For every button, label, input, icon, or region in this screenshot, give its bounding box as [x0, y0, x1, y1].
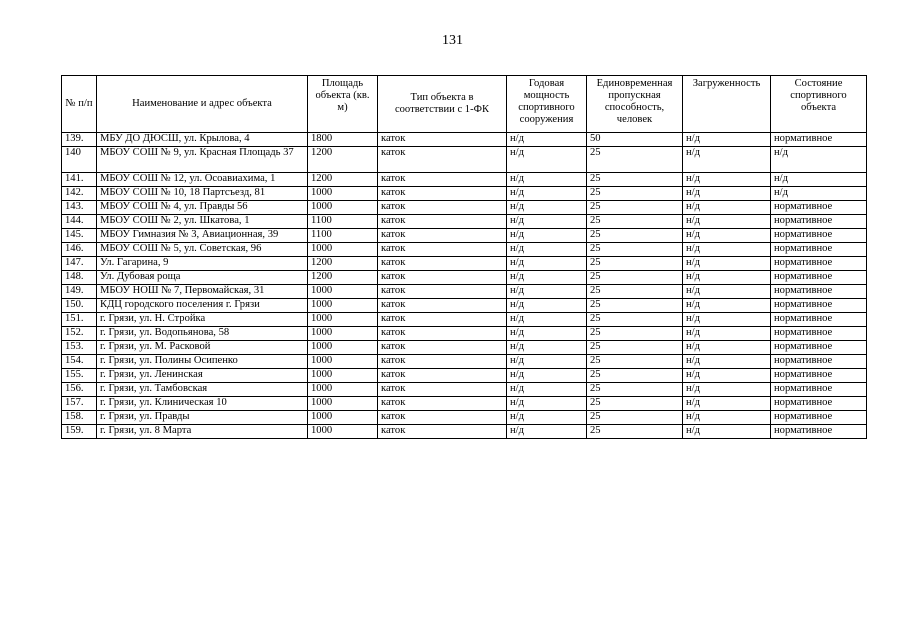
cell-throughput: 25 [587, 383, 683, 397]
cell-annual-capacity: н/д [507, 425, 587, 439]
cell-annual-capacity: н/д [507, 313, 587, 327]
cell-object-type: каток [378, 397, 507, 411]
table-row [62, 369, 867, 383]
cell-condition: нормативное [771, 313, 867, 327]
cell-load: н/д [683, 271, 771, 285]
cell-area: 1000 [308, 341, 378, 355]
cell-load: н/д [683, 383, 771, 397]
table-row [62, 201, 867, 215]
sports-facilities-table [61, 75, 867, 439]
cell-load: н/д [683, 369, 771, 383]
cell-object-type: каток [378, 257, 507, 271]
cell-row-number: 153. [62, 341, 97, 355]
cell-object-type: каток [378, 341, 507, 355]
cell-area: 1000 [308, 383, 378, 397]
cell-area: 1800 [308, 133, 378, 147]
cell-condition: нормативное [771, 383, 867, 397]
cell-throughput: 25 [587, 341, 683, 355]
cell-row-number: 143. [62, 201, 97, 215]
cell-annual-capacity: н/д [507, 257, 587, 271]
cell-row-number: 148. [62, 271, 97, 285]
cell-object-type: каток [378, 201, 507, 215]
cell-throughput: 25 [587, 215, 683, 229]
cell-facility-name-address: г. Грязи, ул. Водопьянова, 58 [97, 327, 308, 341]
cell-throughput: 25 [587, 257, 683, 271]
cell-object-type: каток [378, 229, 507, 243]
column-header-area: Площадь объекта (кв. м) [308, 76, 378, 133]
cell-row-number: 158. [62, 411, 97, 425]
cell-row-number: 156. [62, 383, 97, 397]
cell-area: 1000 [308, 327, 378, 341]
cell-row-number: 150. [62, 299, 97, 313]
cell-facility-name-address: МБОУ СОШ № 9, ул. Красная Площадь 37 [97, 147, 308, 173]
cell-facility-name-address: МБОУ СОШ № 4, ул. Правды 56 [97, 201, 308, 215]
cell-throughput: 25 [587, 369, 683, 383]
cell-annual-capacity: н/д [507, 341, 587, 355]
cell-object-type: каток [378, 369, 507, 383]
cell-annual-capacity: н/д [507, 397, 587, 411]
page-number: 131 [442, 33, 463, 48]
cell-row-number: 139. [62, 133, 97, 147]
cell-annual-capacity: н/д [507, 215, 587, 229]
column-header-condition: Состояние спортивного объекта [771, 76, 867, 133]
cell-area: 1200 [308, 271, 378, 285]
column-header-load: Загруженность [683, 76, 771, 133]
table-row [62, 341, 867, 355]
cell-facility-name-address: МБУ ДО ДЮСШ, ул. Крылова, 4 [97, 133, 308, 147]
cell-object-type: каток [378, 411, 507, 425]
table-row [62, 299, 867, 313]
cell-area: 1000 [308, 243, 378, 257]
table-row [62, 229, 867, 243]
cell-condition: нормативное [771, 285, 867, 299]
cell-condition: н/д [771, 173, 867, 187]
cell-condition: нормативное [771, 397, 867, 411]
cell-load: н/д [683, 147, 771, 173]
cell-facility-name-address: МБОУ НОШ № 7, Первомайская, 31 [97, 285, 308, 299]
cell-area: 1000 [308, 313, 378, 327]
cell-throughput: 25 [587, 187, 683, 201]
cell-area: 1200 [308, 257, 378, 271]
cell-throughput: 25 [587, 201, 683, 215]
cell-area: 1200 [308, 147, 378, 173]
cell-object-type: каток [378, 133, 507, 147]
cell-row-number: 159. [62, 425, 97, 439]
table-row [62, 383, 867, 397]
cell-annual-capacity: н/д [507, 411, 587, 425]
cell-object-type: каток [378, 285, 507, 299]
cell-area: 1000 [308, 285, 378, 299]
cell-condition: нормативное [771, 271, 867, 285]
cell-load: н/д [683, 313, 771, 327]
cell-load: н/д [683, 133, 771, 147]
cell-area: 1000 [308, 369, 378, 383]
cell-annual-capacity: н/д [507, 173, 587, 187]
cell-row-number: 147. [62, 257, 97, 271]
cell-facility-name-address: Ул. Гагарина, 9 [97, 257, 308, 271]
cell-annual-capacity: н/д [507, 285, 587, 299]
cell-throughput: 25 [587, 229, 683, 243]
cell-load: н/д [683, 173, 771, 187]
cell-annual-capacity: н/д [507, 187, 587, 201]
cell-load: н/д [683, 425, 771, 439]
cell-condition: н/д [771, 187, 867, 201]
cell-condition: нормативное [771, 425, 867, 439]
cell-throughput: 25 [587, 397, 683, 411]
table-row [62, 147, 867, 173]
cell-load: н/д [683, 341, 771, 355]
cell-annual-capacity: н/д [507, 355, 587, 369]
table-row [62, 327, 867, 341]
cell-row-number: 145. [62, 229, 97, 243]
cell-area: 1000 [308, 411, 378, 425]
table-row [62, 271, 867, 285]
cell-condition: нормативное [771, 229, 867, 243]
table-row [62, 215, 867, 229]
cell-facility-name-address: г. Грязи, ул. Тамбовская [97, 383, 308, 397]
cell-throughput: 25 [587, 243, 683, 257]
table-row [62, 187, 867, 201]
cell-load: н/д [683, 355, 771, 369]
cell-object-type: каток [378, 313, 507, 327]
cell-load: н/д [683, 201, 771, 215]
table-row [62, 243, 867, 257]
cell-facility-name-address: МБОУ СОШ № 5, ул. Советская, 96 [97, 243, 308, 257]
cell-annual-capacity: н/д [507, 147, 587, 173]
cell-load: н/д [683, 299, 771, 313]
cell-area: 1100 [308, 215, 378, 229]
cell-facility-name-address: г. Грязи, ул. Правды [97, 411, 308, 425]
cell-throughput: 25 [587, 299, 683, 313]
table-row [62, 355, 867, 369]
cell-load: н/д [683, 215, 771, 229]
column-header-throughput: Единовременная пропускная способность, человек [587, 76, 683, 133]
cell-condition: нормативное [771, 299, 867, 313]
cell-area: 1000 [308, 201, 378, 215]
cell-row-number: 146. [62, 243, 97, 257]
cell-condition: нормативное [771, 327, 867, 341]
cell-condition: нормативное [771, 411, 867, 425]
cell-condition: нормативное [771, 369, 867, 383]
cell-annual-capacity: н/д [507, 327, 587, 341]
column-header-object-type: Тип объекта в соответствии с 1-ФК [378, 76, 507, 133]
cell-area: 1000 [308, 187, 378, 201]
cell-facility-name-address: КДЦ городского поселения г. Грязи [97, 299, 308, 313]
cell-annual-capacity: н/д [507, 383, 587, 397]
cell-facility-name-address: МБОУ СОШ № 12, ул. Осоавиахима, 1 [97, 173, 308, 187]
cell-area: 1000 [308, 425, 378, 439]
cell-object-type: каток [378, 147, 507, 173]
cell-annual-capacity: н/д [507, 243, 587, 257]
cell-row-number: 149. [62, 285, 97, 299]
column-header-name-address: Наименование и адрес объекта [97, 76, 308, 133]
cell-annual-capacity: н/д [507, 229, 587, 243]
cell-area: 1000 [308, 299, 378, 313]
cell-load: н/д [683, 187, 771, 201]
cell-row-number: 154. [62, 355, 97, 369]
cell-object-type: каток [378, 215, 507, 229]
cell-condition: н/д [771, 147, 867, 173]
table-row [62, 133, 867, 147]
cell-load: н/д [683, 257, 771, 271]
cell-throughput: 25 [587, 327, 683, 341]
cell-condition: нормативное [771, 215, 867, 229]
table-body [62, 133, 867, 439]
cell-facility-name-address: г. Грязи, ул. Полины Осипенко [97, 355, 308, 369]
cell-annual-capacity: н/д [507, 133, 587, 147]
cell-facility-name-address: МБОУ СОШ № 10, 18 Партсъезд, 81 [97, 187, 308, 201]
table-row [62, 173, 867, 187]
cell-facility-name-address: г. Грязи, ул. Ленинская [97, 369, 308, 383]
cell-object-type: каток [378, 243, 507, 257]
cell-facility-name-address: г. Грязи, ул. Н. Стройка [97, 313, 308, 327]
cell-annual-capacity: н/д [507, 299, 587, 313]
cell-area: 1000 [308, 355, 378, 369]
table-row [62, 397, 867, 411]
cell-facility-name-address: МБОУ Гимназия № 3, Авиационная, 39 [97, 229, 308, 243]
cell-facility-name-address: МБОУ СОШ № 2, ул. Шкатова, 1 [97, 215, 308, 229]
cell-condition: нормативное [771, 133, 867, 147]
cell-row-number: 157. [62, 397, 97, 411]
cell-row-number: 151. [62, 313, 97, 327]
table-row [62, 425, 867, 439]
cell-load: н/д [683, 285, 771, 299]
column-header-number: № п/п [62, 76, 97, 133]
cell-object-type: каток [378, 187, 507, 201]
cell-row-number: 142. [62, 187, 97, 201]
cell-area: 1000 [308, 397, 378, 411]
cell-throughput: 25 [587, 147, 683, 173]
cell-throughput: 25 [587, 173, 683, 187]
cell-throughput: 25 [587, 285, 683, 299]
table-row [62, 313, 867, 327]
table-header-row [62, 76, 867, 133]
cell-row-number: 140 [62, 147, 97, 173]
cell-annual-capacity: н/д [507, 271, 587, 285]
cell-load: н/д [683, 229, 771, 243]
cell-facility-name-address: г. Грязи, ул. М. Расковой [97, 341, 308, 355]
cell-row-number: 141. [62, 173, 97, 187]
cell-load: н/д [683, 327, 771, 341]
cell-throughput: 25 [587, 411, 683, 425]
table-row [62, 285, 867, 299]
table-row [62, 257, 867, 271]
cell-throughput: 25 [587, 355, 683, 369]
cell-object-type: каток [378, 271, 507, 285]
cell-object-type: каток [378, 425, 507, 439]
cell-load: н/д [683, 411, 771, 425]
cell-facility-name-address: г. Грязи, ул. 8 Марта [97, 425, 308, 439]
cell-condition: нормативное [771, 341, 867, 355]
cell-row-number: 152. [62, 327, 97, 341]
cell-throughput: 25 [587, 271, 683, 285]
cell-condition: нормативное [771, 243, 867, 257]
cell-facility-name-address: Ул. Дубовая роща [97, 271, 308, 285]
cell-annual-capacity: н/д [507, 369, 587, 383]
cell-object-type: каток [378, 327, 507, 341]
cell-throughput: 25 [587, 313, 683, 327]
cell-row-number: 144. [62, 215, 97, 229]
column-header-annual-capacity: Годовая мощность спортивного сооружения [507, 76, 587, 133]
cell-load: н/д [683, 397, 771, 411]
cell-condition: нормативное [771, 355, 867, 369]
cell-object-type: каток [378, 383, 507, 397]
cell-throughput: 25 [587, 425, 683, 439]
cell-annual-capacity: н/д [507, 201, 587, 215]
table-row [62, 411, 867, 425]
cell-object-type: каток [378, 299, 507, 313]
cell-object-type: каток [378, 173, 507, 187]
cell-area: 1100 [308, 229, 378, 243]
cell-throughput: 50 [587, 133, 683, 147]
cell-object-type: каток [378, 355, 507, 369]
cell-condition: нормативное [771, 257, 867, 271]
cell-condition: нормативное [771, 201, 867, 215]
cell-area: 1200 [308, 173, 378, 187]
cell-facility-name-address: г. Грязи, ул. Клиническая 10 [97, 397, 308, 411]
cell-row-number: 155. [62, 369, 97, 383]
cell-load: н/д [683, 243, 771, 257]
